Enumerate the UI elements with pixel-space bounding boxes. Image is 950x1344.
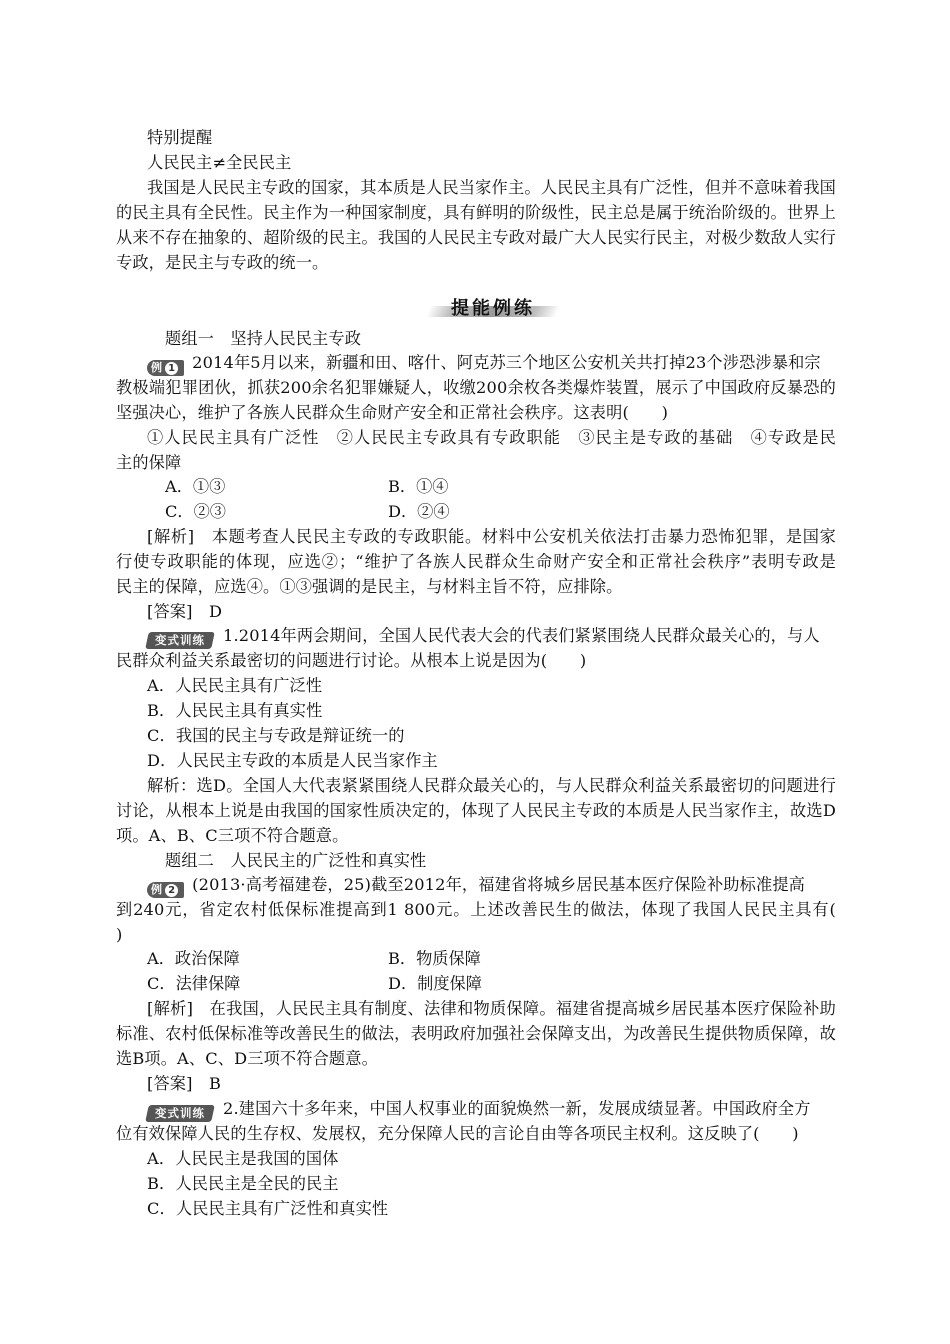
analysis-line: 标准、农村低保标准等改善民生的做法，表明政府加强社会保障支出，为改善民生提供物质保障，故 <box>116 1024 836 1043</box>
answer: [答案] B <box>147 1074 221 1093</box>
notice-subheading: 人民民主≠全民民主 <box>147 153 292 172</box>
analysis-line: [解析] 在我国，人民民主具有制度、法律和物质保障。福建省提高城乡居民基本医疗保险补助 <box>147 999 836 1018</box>
practice-2-text: 2.建国六十多年来，中国人权事业的面貌焕然一新，发展成绩显著。中国政府全方 <box>223 1099 811 1118</box>
option-b: B．人民民主具有真实性 <box>147 701 323 720</box>
practice-badge: 变式训练 <box>145 1105 215 1122</box>
example-1-line: 坚强决心，维护了各族人民群众生命财产安全和正常社会秩序。这表明( ) <box>116 403 669 422</box>
analysis-line: 行使专政职能的体现，应选②；“维护了各族人民群众生命财产安全和正常社会秩序”表明专政是 <box>116 552 836 571</box>
answer: [答案] D <box>147 602 223 621</box>
example-2-line: 到240元，省定农村低保标准提高到1 800元。上述改善民生的做法，体现了我国人民民主具有( <box>116 900 836 919</box>
option-a: A．政治保障 <box>147 949 240 968</box>
example-2-line: ) <box>116 925 123 944</box>
analysis-line: [解析] 本题考查人民民主专政的专政职能。材料中公安机关依法打击暴力恐怖犯罪，是国家 <box>147 527 836 546</box>
option-c: C．人民民主具有广泛性和真实性 <box>147 1199 389 1218</box>
option-a: A．人民民主具有广泛性 <box>147 676 323 695</box>
example-2-line <box>147 873 836 898</box>
notice-heading: 特别提醒 <box>147 128 213 147</box>
option-c: C．②③ <box>165 502 226 521</box>
example-1-text: 2014年5月以来，新疆和田、喀什、阿克苏三个地区公安机关共打掉23个涉恐涉暴和宗 <box>192 353 821 372</box>
option-c: C．我国的民主与专政是辩证统一的 <box>147 726 405 745</box>
option-c: C．法律保障 <box>147 974 241 993</box>
example-1-line: 教极端犯罪团伙，抓获200余名犯罪嫌疑人，收缴200余枚各类爆炸装置，展示了中国政府反暴恐的 <box>116 378 836 397</box>
example-1-line <box>147 351 836 376</box>
group-title: 题组一 坚持人民民主专政 <box>165 329 362 348</box>
practice-1-line <box>147 624 836 649</box>
option-d: D．②④ <box>388 502 450 521</box>
practice-analysis-line: 项。A、B、C三项不符合题意。 <box>116 826 349 845</box>
practice-badge: 变式训练 <box>145 632 215 649</box>
practice-analysis-line: 讨论，从根本上说是由我国的国家性质决定的，体现了人民民主专政的本质是人民当家作主，故选D <box>116 801 836 820</box>
example-badge: 例 1 <box>147 360 184 376</box>
example-1-statements: ①人民民主具有广泛性 ②人民民主专政具有专政职能 ③民主是专政的基础 ④专政是民 <box>147 428 836 447</box>
practice-2-line <box>147 1097 836 1122</box>
option-b: B．①④ <box>388 477 449 496</box>
example-badge: 例 2 <box>147 882 184 898</box>
group-title: 题组二 人民民主的广泛性和真实性 <box>165 851 427 870</box>
option-b: B．物质保障 <box>388 949 481 968</box>
option-d: D．人民民主专政的本质是人民当家作主 <box>147 751 438 770</box>
notice-paragraph-line: 我国是人民民主专政的国家，其本质是人民当家作主。人民民主具有广泛性，但并不意味着我国 <box>147 178 836 197</box>
analysis-line: 民主的保障，应选④。①③强调的是民主，与材料主旨不符，应排除。 <box>116 577 623 596</box>
notice-paragraph-line: 从来不存在抽象的、超阶级的民主。我国的人民民主专政对最广大人民实行民主，对极少数敌人实行 <box>116 228 836 247</box>
option-a: A．人民民主是我国的国体 <box>147 1149 339 1168</box>
analysis-line: 选B项。A、C、D三项不符合题意。 <box>116 1049 378 1068</box>
option-d: D．制度保障 <box>388 974 482 993</box>
section-heading <box>428 292 558 322</box>
section-heading-text: 提能例练 <box>451 298 535 319</box>
example-2-text: (2013·高考福建卷，25)截至2012年，福建省将城乡居民基本医疗保险补助标准提高 <box>192 875 805 894</box>
notice-paragraph-line: 的民主具有全民性。民主作为一种国家制度，具有鲜明的阶级性，民主总是属于统治阶级的。世界上 <box>116 203 836 222</box>
option-b: B．人民民主是全民的民主 <box>147 1174 339 1193</box>
practice-2-line: 位有效保障人民的生存权、发展权，充分保障人民的言论自由等各项民主权利。这反映了( ) <box>116 1124 799 1143</box>
practice-1-line: 民群众利益关系最密切的问题进行讨论。从根本上说是因为( ) <box>116 651 587 670</box>
example-1-statements: 主的保障 <box>116 453 182 472</box>
option-a: A．①③ <box>165 477 226 496</box>
notice-paragraph-line: 专政，是民主与专政的统一。 <box>116 253 329 272</box>
practice-1-text: 1.2014年两会期间，全国人民代表大会的代表们紧紧围绕人民群众最关心的，与人 <box>223 626 820 645</box>
practice-analysis-line: 解析：选D。全国人大代表紧紧围绕人民群众最关心的，与人民群众利益关系最密切的问题进行 <box>147 776 836 795</box>
